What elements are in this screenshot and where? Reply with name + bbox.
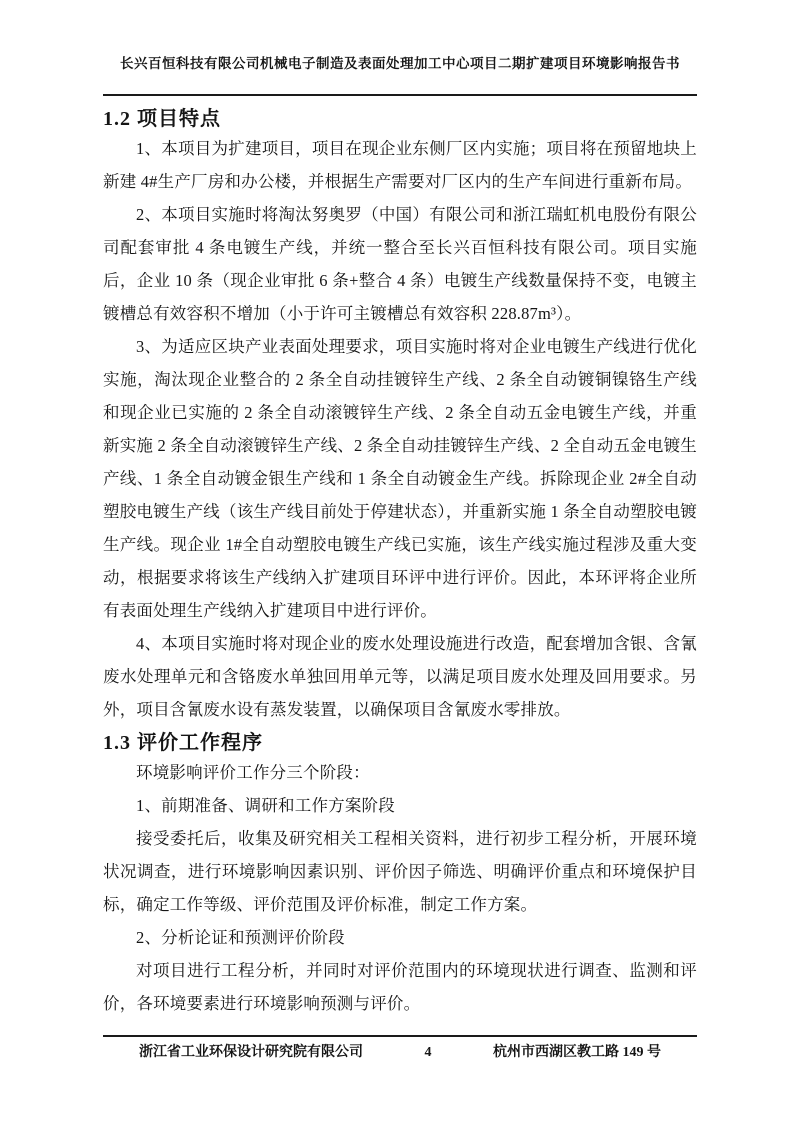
paragraph-feature-4: 4、本项目实施时将对现企业的废水处理设施进行改造，配套增加含银、含氰废水处理单元和含铬废水单独回用单元等，以满足项目废水处理及回用要求。另外，项目含氰废水设有蒸发装置，以确保项目含氰废水零排放。 bbox=[103, 634, 697, 719]
running-header-title: 长兴百恒科技有限公司机械电子制造及表面处理加工中心项目二期扩建项目环境影响报告书 bbox=[120, 56, 680, 71]
paragraph-stage-2-title: 2、分析论证和预测评价阶段 bbox=[136, 928, 345, 947]
footer-page-number: 4 bbox=[424, 1045, 432, 1060]
paragraph-feature-3: 3、为适应区块产业表面处理要求，项目实施时将对企业电镀生产线进行优化实施，淘汰现企业整合的 2 条全自动挂镀锌生产线、2 条全自动镀铜镍铬生产线和现企业已实施的 2 条全自动滚镀锌生产线、2 条全自动五金电镀生产线，并重新实施 2 条全自动滚镀锌生产线、2 条全自动挂镀锌生产线、2 全自动五金电镀生产线、1 条全自动镀金银生产线和 1 条全自动镀金生产线。拆除现企业 2#全自动塑胶电镀生产线（该生产线目前处于停建状态），并重新实施 1 条全自动塑胶电镀生产线。现企业 1#全自动塑胶电镀生产线已实施，该生产线实施过程涉及重大变动，根据要求将该生产线纳入扩建项目环评中进行评价。因此，本环评将企业所有表面处理生产线纳入扩建项目中进行评价。 bbox=[103, 337, 697, 620]
document-body bbox=[103, 106, 697, 1020]
page-footer bbox=[103, 1035, 697, 1063]
paragraph-feature-1: 1、本项目为扩建项目，项目在现企业东侧厂区内实施；项目将在预留地块上新建 4#生产厂房和办公楼，并根据生产需要对厂区内的生产车间进行重新布局。 bbox=[103, 139, 697, 191]
section-heading-1-2: 1.2 项目特点 bbox=[103, 108, 221, 130]
page-header bbox=[103, 0, 697, 96]
paragraph-feature-2: 2、本项目实施时将淘汰努奥罗（中国）有限公司和浙江瑞虹机电股份有限公司配套审批 4 条电镀生产线，并统一整合至长兴百恒科技有限公司。项目实施后，企业 10 条（现企业审批 6 条+整合 4 条）电镀生产线数量保持不变，电镀主镀槽总有效容积不增加（小于许可主镀槽总有效容积 228.87m³）。 bbox=[103, 205, 697, 323]
paragraph-stage-1-body: 接受委托后，收集及研究相关工程相关资料，进行初步工程分析，开展环境状况调查，进行环境影响因素识别、评价因子筛选、明确评价重点和环境保护目标，确定工作等级、评价范围及评价标准，制定工作方案。 bbox=[103, 829, 697, 914]
paragraph-procedure-intro: 环境影响评价工作分三个阶段： bbox=[136, 763, 370, 782]
section-heading-1-3: 1.3 评价工作程序 bbox=[103, 732, 263, 754]
footer-company-name: 浙江省工业环保设计研究院有限公司 bbox=[139, 1045, 363, 1060]
footer-row bbox=[103, 1043, 697, 1063]
footer-address: 杭州市西湖区教工路 149 号 bbox=[493, 1045, 661, 1060]
paragraph-stage-1-title: 1、前期准备、调研和工作方案阶段 bbox=[136, 796, 395, 815]
paragraph-stage-2-body: 对项目进行工程分析，并同时对评价范围内的环境现状进行调查、监测和评价，各环境要素进行环境影响预测与评价。 bbox=[103, 961, 697, 1013]
